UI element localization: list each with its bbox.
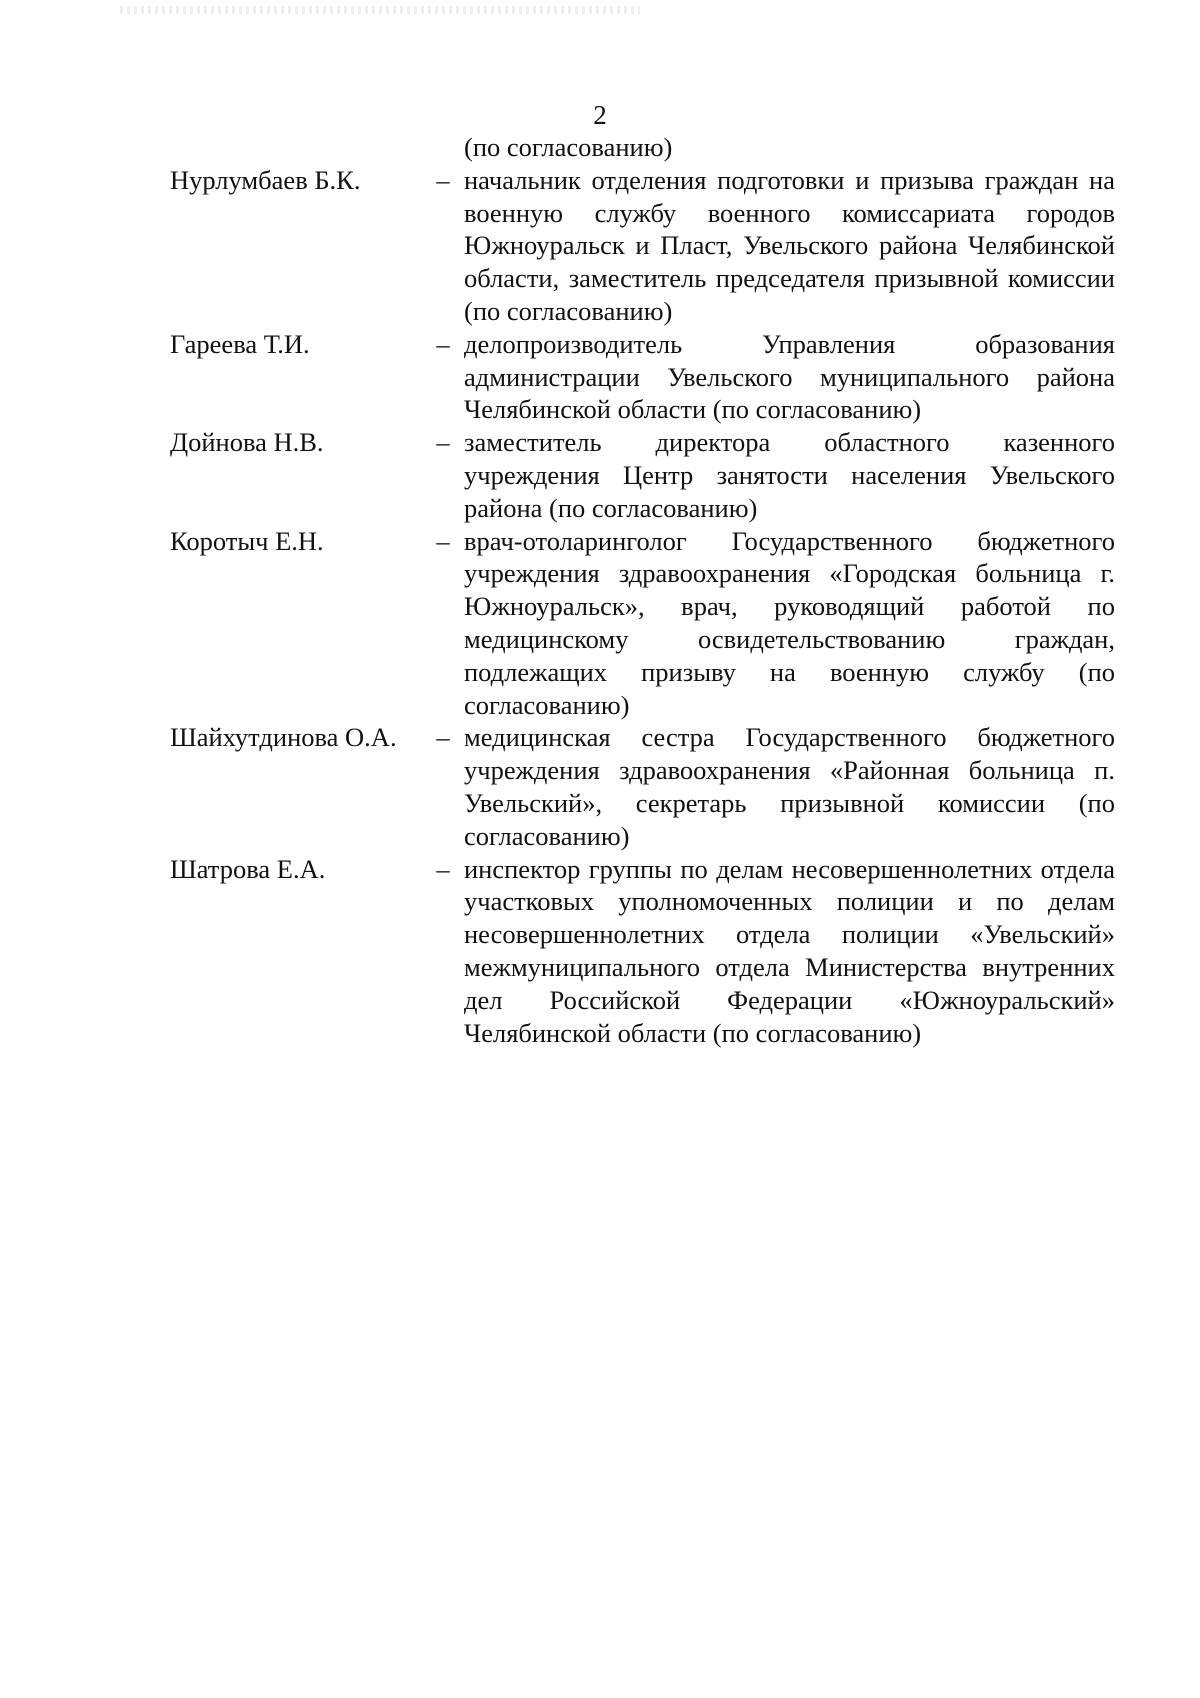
member-role: медицинская сестра Государственного бюджетного учреждения здравоохранения «Районная больница п. Увельский», секретарь призывной комиссии (по согласованию) (464, 722, 1115, 851)
member-entry (170, 525, 1115, 722)
member-name: Коротыч Е.Н. (170, 525, 324, 556)
dash-separator: – (436, 525, 450, 556)
dash-separator: – (436, 164, 450, 195)
dash-separator: – (436, 853, 450, 884)
member-name: Нурлумбаев Б.К. (170, 164, 361, 195)
member-role: врач-отоларинголог Государственного бюджетного учреждения здравоохранения «Городская больница г. Южноуральск», врач, руководящий работой по медицинскому освидетельствованию граждан, подлежащих призыву на военную службу (по согласованию) (464, 525, 1115, 720)
commission-member-list (170, 131, 1115, 1049)
dash-separator: – (436, 427, 450, 458)
continuation-note: (по согласованию) (464, 132, 673, 162)
member-entry (170, 164, 1115, 328)
member-entry (170, 426, 1115, 524)
member-entry (170, 328, 1115, 426)
member-role: заместитель директора областного казенного учреждения Центр занятости населения Увельского района (по согласованию) (464, 427, 1115, 523)
member-role: делопроизводитель Управления образования администрации Увельского муниципального района Челябинской области (по согласованию) (464, 328, 1115, 425)
member-name: Дойнова Н.В. (170, 427, 324, 458)
page-number: 2 (593, 100, 607, 130)
member-entry (170, 853, 1115, 1050)
scan-artifact (120, 6, 640, 14)
member-role: инспектор группы по делам несовершеннолетних отдела участковых уполномоченных полиции и по делам несовершеннолетних отдела полиции «Увельский» межмуниципального отдела Министерства внутренних дел Российской Федерации «Южноуральский» Челябинской области (по согласованию) (464, 853, 1115, 1048)
member-name: Шатрова Е.А. (170, 853, 326, 884)
member-name: Шайхутдинова О.А. (170, 722, 397, 753)
member-name: Гареева Т.И. (170, 328, 310, 359)
dash-separator: – (436, 328, 450, 359)
member-entry (170, 721, 1115, 852)
member-role: начальник отделения подготовки и призыва граждан на военную службу военного комиссариата городов Южноуральск и Пласт, Увельского района Челябинской области, заместитель председателя призывной комиссии (по согласованию) (464, 164, 1115, 326)
dash-separator: – (436, 722, 450, 753)
